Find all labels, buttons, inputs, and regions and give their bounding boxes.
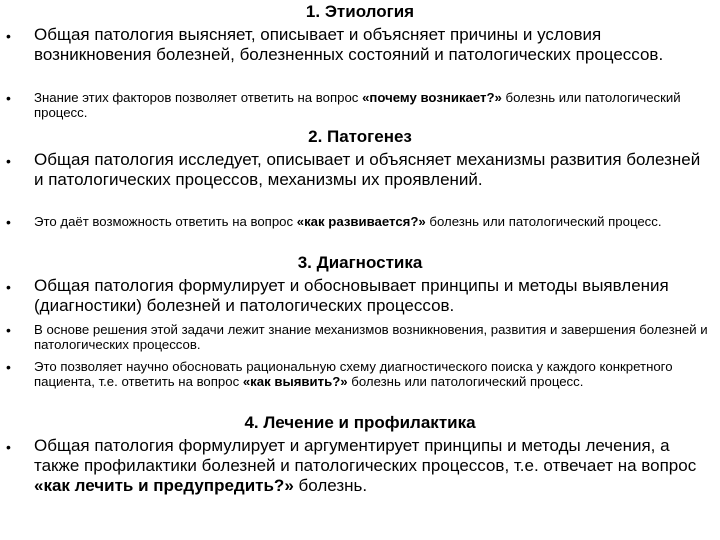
section-heading-etiology: 1. Этиология xyxy=(305,2,415,21)
bullet-text xyxy=(34,214,714,229)
bullet-text xyxy=(34,25,714,65)
text-run: Это позволяет научно обосновать рациональную схему диагностического поиска у каждого конкретного пациента, т.е. ответить на вопрос xyxy=(34,359,673,389)
section-heading-diagnostics: 3. Диагностика xyxy=(297,253,423,272)
bullet-icon: • xyxy=(6,439,11,455)
bullet-icon: • xyxy=(6,359,11,375)
bullet-icon: • xyxy=(6,214,11,230)
text-run: Общая патология формулирует и аргументирует принципы и методы лечения, а также профилактики болезней и патологических процессов, т.е. отвечает на вопрос xyxy=(34,436,697,475)
bullet-text xyxy=(34,150,714,190)
bullet-text xyxy=(34,322,714,352)
question-highlight: «как лечить и предупредить?» xyxy=(34,476,294,495)
text-run: Это даёт возможность ответить на вопрос xyxy=(34,214,297,229)
text-run: В основе решения этой задачи лежит знание механизмов возникновения, развития и завершения болезней и патологических процессов. xyxy=(34,322,708,352)
bullet-icon: • xyxy=(6,279,11,295)
text-run: болезнь или патологический процесс. xyxy=(347,374,584,389)
question-highlight: «почему возникает?» xyxy=(362,90,502,105)
bullet-icon: • xyxy=(6,90,11,106)
text-run: болезнь. xyxy=(293,476,368,495)
text-run: болезнь или патологический процесс. xyxy=(425,214,662,229)
text-run: Знание этих факторов позволяет ответить на вопрос xyxy=(34,90,363,105)
bullet-text xyxy=(34,436,714,496)
bullet-text xyxy=(34,276,714,316)
bullet-icon: • xyxy=(6,28,11,44)
text-run: Общая патология исследует, описывает и объясняет механизмы развития болезней и патологических процессов, механизмы их проявлений. xyxy=(34,150,701,189)
text-run: Общая патология формулирует и обосновывает принципы и методы выявления (диагностики) болезней и патологических процессов. xyxy=(34,276,669,315)
bullet-icon: • xyxy=(6,153,11,169)
text-run: Общая патология выясняет, описывает и объясняет причины и условия возникновения болезней, болезненных состояний и патологических процессов. xyxy=(34,25,664,64)
bullet-icon: • xyxy=(6,322,11,338)
section-heading-treatment: 4. Лечение и профилактика xyxy=(244,413,476,432)
section-heading-pathogenesis: 2. Патогенез xyxy=(308,127,412,146)
question-highlight: «как развивается?» xyxy=(296,214,426,229)
bullet-text xyxy=(34,90,714,120)
question-highlight: «как выявить?» xyxy=(242,374,348,389)
text-run: болезнь или патологический процесс. xyxy=(34,90,681,120)
bullet-text xyxy=(34,359,714,389)
